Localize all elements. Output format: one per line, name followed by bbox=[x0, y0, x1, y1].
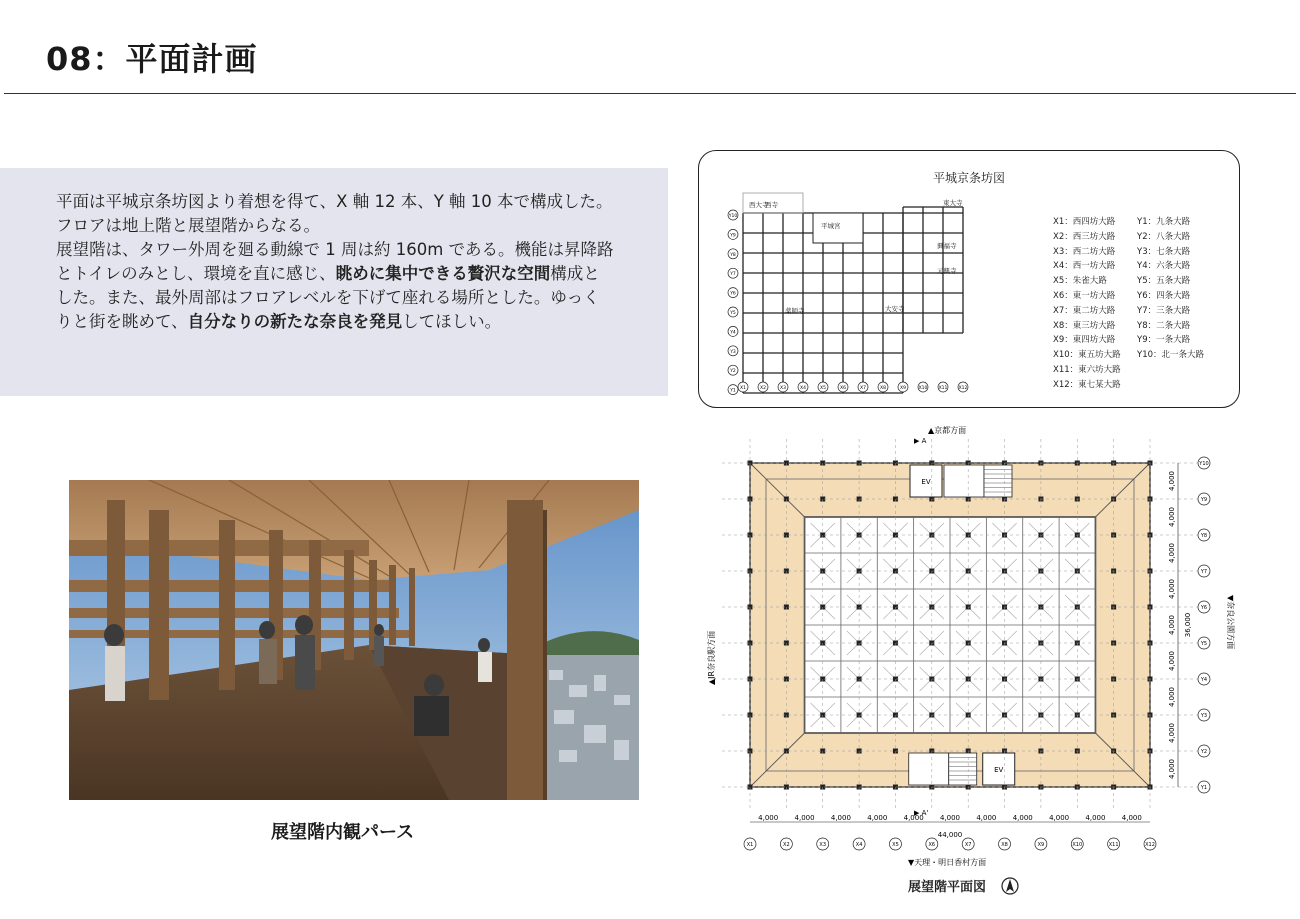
legend-item: Y6：四条大路 bbox=[1137, 290, 1191, 301]
dimension-label: 4,000 bbox=[1168, 578, 1176, 600]
temple-label: 西大寺 bbox=[749, 201, 769, 209]
jobo-map-title: 平城京条坊図 bbox=[932, 171, 1005, 185]
temple-label: 大安寺 bbox=[885, 305, 905, 313]
total-dimension-x: 44,000 bbox=[937, 831, 963, 839]
legend-item: Y9：一条大路 bbox=[1137, 335, 1191, 346]
section-mark-a: ▶ A bbox=[914, 437, 927, 445]
service-core bbox=[909, 753, 1015, 785]
dimension-label: 4,000 bbox=[1168, 542, 1176, 564]
description-paragraph bbox=[56, 238, 616, 334]
axis-label: X9 bbox=[900, 386, 906, 391]
legend-item: X6：東一坊大路 bbox=[1053, 290, 1116, 301]
axis-label: X12 bbox=[1145, 842, 1155, 848]
legend-item: Y4：六条大路 bbox=[1137, 261, 1191, 272]
temple-label: 西寺 bbox=[765, 201, 778, 209]
body-text: 展望階は、タワー外周を廻る動線で 1 周は約 160m である。機能は昇降路とトイレのみとし、環境を直に感じ、 bbox=[56, 240, 614, 283]
axis-label: Y4 bbox=[730, 330, 736, 336]
dimension-label: 4,000 bbox=[939, 814, 961, 822]
axis-label: Y5 bbox=[730, 311, 736, 316]
legend-item: X4：西一坊大路 bbox=[1053, 261, 1116, 272]
toilet-room bbox=[909, 753, 949, 785]
dimension-label: 4,000 bbox=[903, 814, 924, 822]
direction-south: ▼天理・明日香村方面 bbox=[908, 858, 987, 867]
dimension-label: 4,000 bbox=[1168, 470, 1176, 492]
legend-item: X11：東六坊大路 bbox=[1053, 364, 1121, 375]
axis-label: Y7 bbox=[1200, 569, 1208, 575]
dimension-label: 4,000 bbox=[867, 814, 888, 822]
body-text: してほしい。 bbox=[402, 312, 502, 331]
axis-label: X6 bbox=[928, 842, 936, 848]
axis-label: Y3 bbox=[1200, 713, 1208, 719]
axis-label: X4 bbox=[855, 842, 863, 848]
legend-item: Y10：北一条大路 bbox=[1137, 350, 1205, 361]
axis-label: X11 bbox=[1108, 842, 1119, 848]
axis-label: X4 bbox=[800, 386, 806, 391]
temple-label: 東大寺 bbox=[943, 199, 963, 207]
temple-label: 平城宮 bbox=[821, 222, 841, 230]
axis-label: X11 bbox=[938, 386, 948, 391]
page-title: 08：平面計画 bbox=[46, 40, 258, 78]
axis-label: Y2 bbox=[1200, 749, 1208, 755]
axis-label: X7 bbox=[860, 386, 866, 391]
legend-item: Y2：八条大路 bbox=[1137, 231, 1191, 242]
axis-label: Y9 bbox=[1200, 497, 1208, 503]
dimension-label: 4,000 bbox=[1121, 814, 1142, 822]
service-core bbox=[910, 465, 1012, 497]
axis-label: Y9 bbox=[730, 233, 736, 239]
axis-label: X5 bbox=[892, 842, 899, 848]
axis-label: X1 bbox=[746, 842, 754, 848]
legend-y-roads bbox=[1137, 215, 1204, 363]
legend-item: Y7：三条大路 bbox=[1137, 305, 1191, 316]
temple-label: 興福寺 bbox=[937, 242, 957, 250]
legend-item: Y8：二条大路 bbox=[1137, 320, 1191, 331]
axis-label: Y1 bbox=[730, 388, 736, 394]
axis-label: Y10 bbox=[1199, 461, 1209, 467]
axis-label: Y3 bbox=[730, 349, 736, 355]
legend-item: Y1：九条大路 bbox=[1137, 217, 1191, 227]
axis-label: Y8 bbox=[730, 252, 736, 258]
axis-label: X8 bbox=[1001, 842, 1008, 848]
elevator-label: EV bbox=[921, 478, 931, 486]
body-text: 平面は平城京条坊図より着想を得て、X 軸 12 本、Y 軸 10 本で構成した。フロアは地上階と展望階からなる。 bbox=[56, 192, 613, 235]
axis-label: Y8 bbox=[1200, 533, 1208, 539]
observation-deck-perspective-image bbox=[69, 480, 639, 800]
legend-item: X7：東二坊大路 bbox=[1053, 305, 1116, 316]
axis-label: X3 bbox=[780, 386, 786, 391]
emphasis-text: 眺めに集中できる贅沢な空間 bbox=[335, 264, 551, 283]
floor-plan-title-text: 展望階平面図 bbox=[908, 880, 987, 895]
legend-item: Y5：五条大路 bbox=[1137, 276, 1191, 287]
legend-item: Y3：七条大路 bbox=[1137, 246, 1191, 257]
legend-item: X3：西二坊大路 bbox=[1053, 246, 1116, 257]
axis-label: Y6 bbox=[730, 291, 736, 297]
dimension-label: 4,000 bbox=[1085, 814, 1106, 822]
floor-plan bbox=[700, 425, 1260, 895]
temple-label: 元興寺 bbox=[937, 267, 957, 275]
axis-label: X1 bbox=[740, 386, 746, 391]
axis-label: X9 bbox=[1037, 842, 1045, 848]
axis-label: Y7 bbox=[730, 272, 736, 278]
dimension-label: 4,000 bbox=[1168, 614, 1176, 636]
description-paragraph bbox=[56, 190, 616, 238]
dimension-label: 4,000 bbox=[1168, 722, 1176, 744]
dimension-label: 4,000 bbox=[758, 814, 779, 822]
legend-item: X9：東四坊大路 bbox=[1053, 335, 1116, 346]
floor-plan-drawing bbox=[700, 425, 1260, 895]
legend-item: X5：朱雀大路 bbox=[1053, 276, 1107, 287]
jobo-map-panel bbox=[698, 150, 1240, 408]
legend-x-roads bbox=[1053, 215, 1121, 393]
legend-item: X1：西四坊大路 bbox=[1053, 217, 1116, 227]
dimension-label: 4,000 bbox=[976, 814, 997, 822]
axis-label: X6 bbox=[840, 386, 846, 391]
direction-north: ▲京都方面 bbox=[928, 426, 967, 435]
dimension-label: 4,000 bbox=[1168, 758, 1176, 780]
description-text bbox=[56, 190, 616, 334]
temple-label: 薬師寺 bbox=[785, 307, 805, 315]
direction-east: ▼奈良公園方面 bbox=[1226, 595, 1235, 650]
dimension-label: 4,000 bbox=[1168, 650, 1176, 672]
axis-label: X5 bbox=[820, 386, 826, 391]
axis-label: X10 bbox=[918, 386, 928, 391]
floor-plan-title bbox=[908, 876, 1019, 899]
axis-label: X8 bbox=[880, 386, 886, 391]
dimension-label: 4,000 bbox=[1012, 814, 1033, 822]
axis-label: X2 bbox=[783, 842, 790, 848]
axis-label: X7 bbox=[964, 842, 972, 848]
axis-label: Y4 bbox=[1200, 677, 1208, 683]
dimension-label: 4,000 bbox=[1168, 686, 1176, 708]
axis-label: Y1 bbox=[1200, 785, 1208, 791]
dimension-label: 4,000 bbox=[1168, 506, 1176, 528]
dimension-label: 4,000 bbox=[830, 814, 851, 822]
legend-item: X2：西三坊大路 bbox=[1053, 231, 1116, 242]
legend-item: X12：東七某大路 bbox=[1053, 379, 1121, 390]
dimension-label: 4,000 bbox=[794, 814, 815, 822]
legend-item: X8：東三坊大路 bbox=[1053, 320, 1116, 331]
direction-west: ▲JR奈良駅方面 bbox=[707, 630, 716, 685]
axis-label: Y6 bbox=[1200, 605, 1208, 611]
title-divider bbox=[4, 93, 1296, 94]
dimension-label: 4,000 bbox=[1049, 814, 1070, 822]
legend-item: X10：東五坊大路 bbox=[1053, 350, 1121, 361]
emphasis-text: 自分なりの新たな奈良を発見 bbox=[187, 312, 403, 331]
axis-label: Y2 bbox=[730, 369, 736, 375]
body-text: 構成とした。また、最外周部はフロアレベルを下げて座れる場所とした。ゆっくりと街を眺めて、 bbox=[56, 264, 600, 331]
toilet-room bbox=[944, 465, 984, 497]
axis-label: X12 bbox=[958, 386, 968, 391]
elevator-label: EV bbox=[994, 766, 1004, 774]
axis-label: X3 bbox=[819, 842, 827, 848]
axis-label: Y10 bbox=[728, 214, 738, 219]
photo-caption: 展望階内観パース bbox=[271, 822, 415, 843]
total-dimension-y: 36,000 bbox=[1184, 612, 1192, 638]
axis-label: Y5 bbox=[1200, 641, 1208, 647]
axis-label: X10 bbox=[1072, 842, 1083, 848]
axis-label: X2 bbox=[760, 386, 766, 391]
section-mark-a-prime: ▶ A' bbox=[914, 809, 929, 817]
north-arrow-icon bbox=[1001, 877, 1019, 899]
